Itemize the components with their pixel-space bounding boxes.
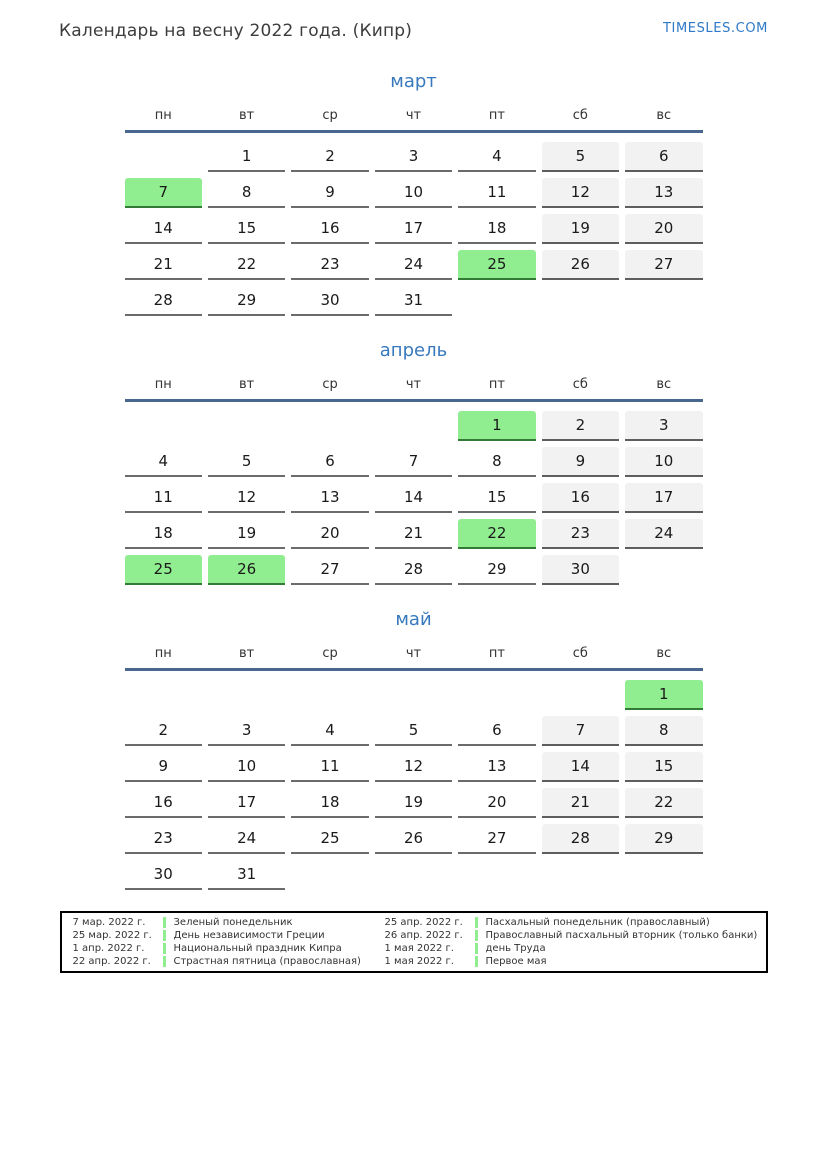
day-30: 30 xyxy=(291,286,368,316)
day-11: 11 xyxy=(291,752,368,782)
day-31: 31 xyxy=(375,286,452,316)
legend-date: 1 мая 2022 г. xyxy=(384,943,454,954)
day-28: 28 xyxy=(375,555,452,585)
empty-cell xyxy=(375,860,452,890)
legend-date: 25 апр. 2022 г. xyxy=(384,917,463,928)
day-6: 6 xyxy=(625,142,702,172)
day-14: 14 xyxy=(125,214,202,244)
weekday-label-пт: пт xyxy=(488,646,505,661)
day-30: 30 xyxy=(125,860,202,890)
day-31: 31 xyxy=(208,860,285,890)
day-7: 7 xyxy=(542,716,619,746)
weekday-label-вс: вс xyxy=(656,108,672,123)
legend-column xyxy=(374,916,766,968)
day-20: 20 xyxy=(291,519,368,549)
empty-cell xyxy=(542,680,619,710)
page-header xyxy=(0,0,827,41)
weekday-label-сб: сб xyxy=(572,377,588,392)
day-5: 5 xyxy=(375,716,452,746)
day-25: 25 xyxy=(291,824,368,854)
empty-cell xyxy=(125,680,202,710)
day-26: 26 xyxy=(542,250,619,280)
legend-date: 25 мар. 2022 г. xyxy=(72,930,152,941)
day-13: 13 xyxy=(458,752,535,782)
day-27: 27 xyxy=(625,250,702,280)
day-10: 10 xyxy=(375,178,452,208)
month-март xyxy=(125,71,703,316)
day-9: 9 xyxy=(125,752,202,782)
holiday-marker-icon xyxy=(475,943,478,954)
holiday-marker-icon xyxy=(475,917,478,928)
empty-cell xyxy=(458,286,535,316)
legend-label: день Труда xyxy=(485,943,546,954)
day-10: 10 xyxy=(625,447,702,477)
holiday-marker-icon xyxy=(163,930,166,941)
day-1: 1 xyxy=(208,142,285,172)
empty-cell xyxy=(291,411,368,441)
empty-cell xyxy=(125,142,202,172)
day-29: 29 xyxy=(458,555,535,585)
day-11: 11 xyxy=(125,483,202,513)
empty-cell xyxy=(625,860,702,890)
day-12: 12 xyxy=(208,483,285,513)
weekday-label-вс: вс xyxy=(656,377,672,392)
day-20: 20 xyxy=(625,214,702,244)
day-grid xyxy=(125,142,703,316)
legend-item xyxy=(62,942,374,955)
day-27: 27 xyxy=(291,555,368,585)
legend-item xyxy=(62,955,374,968)
weekday-label-ср: ср xyxy=(322,377,338,392)
day-29: 29 xyxy=(208,286,285,316)
month-апрель xyxy=(125,340,703,585)
empty-cell xyxy=(375,411,452,441)
month-title: май xyxy=(395,609,432,630)
legend-label: Православный пасхальный вторник (только банки) xyxy=(485,930,758,941)
empty-cell xyxy=(208,411,285,441)
month-title: апрель xyxy=(379,340,448,361)
weekday-label-вс: вс xyxy=(656,646,672,661)
weekday-label-сб: сб xyxy=(572,646,588,661)
day-22: 22 xyxy=(458,519,535,549)
weekday-label-пт: пт xyxy=(488,108,505,123)
holiday-marker-icon xyxy=(475,930,478,941)
legend-box xyxy=(60,911,768,973)
empty-cell xyxy=(291,680,368,710)
day-9: 9 xyxy=(542,447,619,477)
empty-cell xyxy=(542,286,619,316)
holiday-marker-icon xyxy=(163,917,166,928)
holiday-marker-icon xyxy=(475,956,478,967)
weekday-header-row xyxy=(125,108,703,133)
empty-cell xyxy=(458,680,535,710)
day-25: 25 xyxy=(458,250,535,280)
empty-cell xyxy=(625,555,702,585)
legend-date: 22 апр. 2022 г. xyxy=(72,956,151,967)
weekday-label-чт: чт xyxy=(405,646,422,661)
site-link[interactable]: TIMESLES.COM xyxy=(662,21,768,36)
day-19: 19 xyxy=(375,788,452,818)
day-26: 26 xyxy=(375,824,452,854)
day-28: 28 xyxy=(125,286,202,316)
day-1: 1 xyxy=(625,680,702,710)
weekday-label-ср: ср xyxy=(322,646,338,661)
legend-label: Первое мая xyxy=(485,956,547,967)
day-29: 29 xyxy=(625,824,702,854)
legend-item xyxy=(62,916,374,929)
holiday-marker-icon xyxy=(163,956,166,967)
weekday-label-сб: сб xyxy=(572,108,588,123)
empty-cell xyxy=(208,680,285,710)
empty-cell xyxy=(125,411,202,441)
months-container xyxy=(125,71,703,890)
day-21: 21 xyxy=(375,519,452,549)
day-9: 9 xyxy=(291,178,368,208)
day-23: 23 xyxy=(125,824,202,854)
legend-item xyxy=(374,929,766,942)
weekday-label-ср: ср xyxy=(322,108,338,123)
page-title: Календарь на весну 2022 года. (Кипр) xyxy=(59,21,413,41)
day-16: 16 xyxy=(291,214,368,244)
day-17: 17 xyxy=(375,214,452,244)
day-4: 4 xyxy=(458,142,535,172)
day-12: 12 xyxy=(375,752,452,782)
day-8: 8 xyxy=(458,447,535,477)
weekday-label-чт: чт xyxy=(405,377,422,392)
weekday-label-пт: пт xyxy=(488,377,505,392)
day-22: 22 xyxy=(208,250,285,280)
day-3: 3 xyxy=(375,142,452,172)
day-16: 16 xyxy=(542,483,619,513)
legend-item xyxy=(374,942,766,955)
day-18: 18 xyxy=(125,519,202,549)
day-1: 1 xyxy=(458,411,535,441)
day-3: 3 xyxy=(625,411,702,441)
day-16: 16 xyxy=(125,788,202,818)
day-21: 21 xyxy=(125,250,202,280)
day-5: 5 xyxy=(542,142,619,172)
day-20: 20 xyxy=(458,788,535,818)
weekday-label-вт: вт xyxy=(239,108,255,123)
day-2: 2 xyxy=(291,142,368,172)
weekday-label-пн: пн xyxy=(154,377,172,392)
legend-date: 1 мая 2022 г. xyxy=(384,956,454,967)
day-4: 4 xyxy=(125,447,202,477)
day-8: 8 xyxy=(208,178,285,208)
day-25: 25 xyxy=(125,555,202,585)
day-18: 18 xyxy=(291,788,368,818)
day-23: 23 xyxy=(291,250,368,280)
day-15: 15 xyxy=(458,483,535,513)
holiday-marker-icon xyxy=(163,943,166,954)
day-6: 6 xyxy=(458,716,535,746)
weekday-label-пн: пн xyxy=(154,646,172,661)
day-11: 11 xyxy=(458,178,535,208)
day-28: 28 xyxy=(542,824,619,854)
day-27: 27 xyxy=(458,824,535,854)
weekday-label-вт: вт xyxy=(239,377,255,392)
day-5: 5 xyxy=(208,447,285,477)
day-13: 13 xyxy=(291,483,368,513)
legend-label: Пасхальный понедельник (православный) xyxy=(485,917,710,928)
day-6: 6 xyxy=(291,447,368,477)
day-14: 14 xyxy=(375,483,452,513)
weekday-header-row xyxy=(125,646,703,671)
day-26: 26 xyxy=(208,555,285,585)
day-13: 13 xyxy=(625,178,702,208)
weekday-label-чт: чт xyxy=(405,108,422,123)
legend-label: День независимости Греции xyxy=(173,930,325,941)
day-2: 2 xyxy=(542,411,619,441)
day-21: 21 xyxy=(542,788,619,818)
day-24: 24 xyxy=(375,250,452,280)
day-7: 7 xyxy=(375,447,452,477)
empty-cell xyxy=(542,860,619,890)
day-17: 17 xyxy=(625,483,702,513)
day-14: 14 xyxy=(542,752,619,782)
day-4: 4 xyxy=(291,716,368,746)
day-18: 18 xyxy=(458,214,535,244)
day-12: 12 xyxy=(542,178,619,208)
weekday-label-вт: вт xyxy=(239,646,255,661)
legend-item xyxy=(62,929,374,942)
day-grid xyxy=(125,411,703,585)
day-19: 19 xyxy=(208,519,285,549)
legend-item xyxy=(374,916,766,929)
day-30: 30 xyxy=(542,555,619,585)
legend-label: Страстная пятница (православная) xyxy=(173,956,361,967)
day-22: 22 xyxy=(625,788,702,818)
legend-column xyxy=(62,916,374,968)
day-24: 24 xyxy=(208,824,285,854)
day-3: 3 xyxy=(208,716,285,746)
day-15: 15 xyxy=(625,752,702,782)
empty-cell xyxy=(291,860,368,890)
empty-cell xyxy=(375,680,452,710)
day-15: 15 xyxy=(208,214,285,244)
legend-item xyxy=(374,955,766,968)
day-10: 10 xyxy=(208,752,285,782)
weekday-label-пн: пн xyxy=(154,108,172,123)
day-23: 23 xyxy=(542,519,619,549)
day-7: 7 xyxy=(125,178,202,208)
day-8: 8 xyxy=(625,716,702,746)
legend-label: Национальный праздник Кипра xyxy=(173,943,342,954)
day-19: 19 xyxy=(542,214,619,244)
day-2: 2 xyxy=(125,716,202,746)
legend-date: 7 мар. 2022 г. xyxy=(72,917,146,928)
empty-cell xyxy=(458,860,535,890)
day-24: 24 xyxy=(625,519,702,549)
day-17: 17 xyxy=(208,788,285,818)
day-grid xyxy=(125,680,703,890)
weekday-header-row xyxy=(125,377,703,402)
empty-cell xyxy=(625,286,702,316)
legend-date: 1 апр. 2022 г. xyxy=(72,943,145,954)
legend-date: 26 апр. 2022 г. xyxy=(384,930,463,941)
month-title: март xyxy=(390,71,437,92)
legend-label: Зеленый понедельник xyxy=(173,917,293,928)
month-май xyxy=(125,609,703,890)
